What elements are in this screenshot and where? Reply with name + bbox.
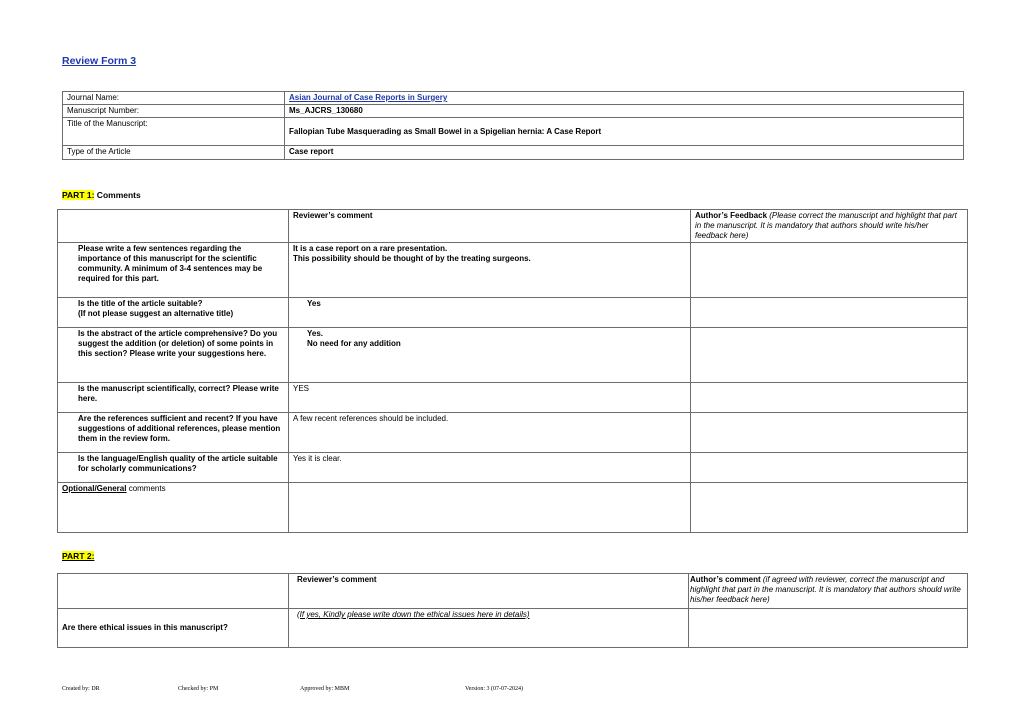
author-comment-ethics[interactable] [689, 609, 968, 648]
manuscript-title-label: Title of the Manuscript: [63, 118, 285, 146]
question-scientific: Is the manuscript scientifically, correct? Please write here. [58, 383, 289, 413]
part2-reviewer-header: Reviewer’s comment [289, 574, 689, 609]
ethical-issues-instruction[interactable]: (If yes, Kindly please write down the ethical issues here in details) [289, 609, 689, 648]
part2-empty-header-cell [58, 574, 289, 609]
part1-label: PART 1: [62, 190, 95, 200]
answer-importance[interactable] [289, 243, 691, 298]
optional-general-label: Optional/General [62, 484, 127, 493]
part1-comments-table [57, 209, 968, 533]
answer-references[interactable]: A few recent references should be included. [289, 413, 691, 453]
question-title-suitable [58, 298, 289, 328]
manuscript-number-value: Ms_AJCRS_130680 [285, 105, 964, 118]
part2-label: PART 2: [62, 551, 95, 561]
part1-heading [62, 190, 141, 200]
question-title-line2: (If not please suggest an alternative title) [78, 309, 234, 318]
part1-comments-label: Comments [94, 190, 141, 200]
part1-author-header-title: Author’s Feedback [695, 211, 768, 220]
ethical-issues-question: Are there ethical issues in this manuscript? [58, 609, 289, 648]
answer-language[interactable]: Yes it is clear. [289, 453, 691, 483]
question-language: Is the language/English quality of the article suitable for scholarly communications? [58, 453, 289, 483]
article-type-label: Type of the Article [63, 146, 285, 160]
reviewer-optional-comments[interactable] [289, 483, 691, 533]
journal-name-link[interactable]: Asian Journal of Case Reports in Surgery [289, 93, 448, 102]
answer-abstract-line1: Yes. [307, 329, 324, 338]
article-type-value: Case report [285, 146, 964, 160]
part2-ethics-table [57, 573, 968, 648]
part1-reviewer-header: Reviewer’s comment [289, 210, 691, 243]
author-feedback-language[interactable] [691, 453, 968, 483]
optional-comments-suffix: comments [126, 484, 166, 493]
author-feedback-optional[interactable] [691, 483, 968, 533]
part1-author-header [691, 210, 968, 243]
answer-title-suitable[interactable]: Yes [289, 298, 691, 328]
author-feedback-importance[interactable] [691, 243, 968, 298]
part2-heading [62, 551, 94, 561]
footer-approved-by: Approved by: MBM [300, 686, 350, 692]
form-title[interactable]: Review Form 3 [62, 55, 137, 67]
question-abstract: Is the abstract of the article comprehensive? Do you suggest the addition (or deletion) of some points in this section? Please write your suggestions here. [58, 328, 289, 383]
question-title-line1: Is the title of the article suitable? [78, 299, 203, 308]
journal-name-label: Journal Name: [63, 92, 285, 105]
part1-empty-header-cell [58, 210, 289, 243]
part1-author-header-note: (Please correct the manuscript and highlight that part in the manuscript. It is mandatory that authors should write his/her feedback here) [695, 211, 957, 240]
part2-author-header-title: Author’s comment [690, 575, 761, 584]
answer-importance-line1: It is a case report on a rare presentation. [293, 244, 448, 253]
author-feedback-references[interactable] [691, 413, 968, 453]
author-feedback-title[interactable] [691, 298, 968, 328]
footer-version: Version: 3 (07-07-2024) [465, 686, 523, 692]
question-references: Are the references sufficient and recent? If you have suggestions of additional references, please mention them in the review form. [58, 413, 289, 453]
answer-abstract-line2: No need for any addition [307, 339, 401, 348]
answer-abstract[interactable] [289, 328, 691, 383]
author-feedback-abstract[interactable] [691, 328, 968, 383]
answer-importance-line2: This possibility should be thought of by the treating surgeons. [293, 254, 531, 263]
author-feedback-scientific[interactable] [691, 383, 968, 413]
part2-author-header [689, 574, 968, 609]
manuscript-info-table [62, 91, 964, 160]
question-importance: Please write a few sentences regarding the importance of this manuscript for the scientific community. A minimum of 3-4 sentences may be required for this part. [58, 243, 289, 298]
answer-scientific[interactable]: YES [289, 383, 691, 413]
manuscript-number-label: Manuscript Number: [63, 105, 285, 118]
optional-comments-label [58, 483, 289, 533]
manuscript-title-value: Fallopian Tube Masquerading as Small Bowel in a Spigelian hernia: A Case Report [285, 118, 964, 146]
footer-created-by: Created by: DR [62, 686, 100, 692]
footer-checked-by: Checked by: PM [178, 686, 219, 692]
part2-author-header-note: (if agreed with reviewer, correct the manuscript and highlight that part in the manuscript. It is mandatory that authors should write his/her feedback here) [690, 575, 961, 604]
